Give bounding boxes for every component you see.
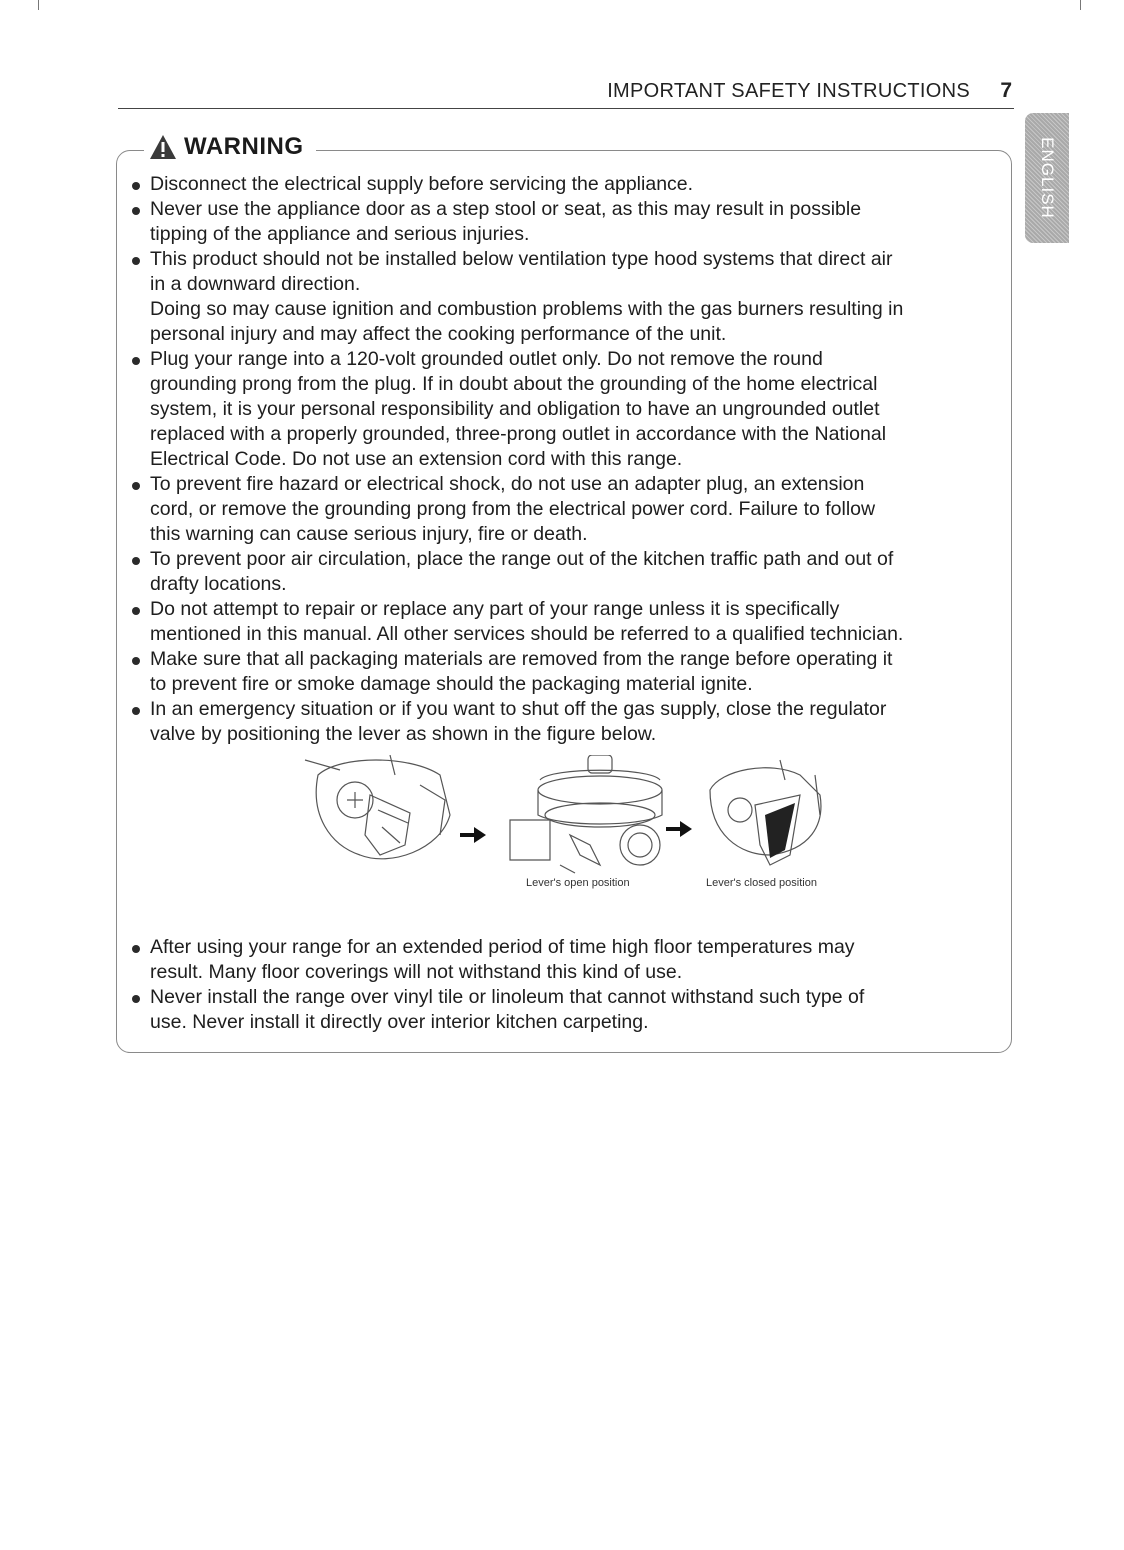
- language-tab-label: ENGLISH: [1038, 137, 1057, 219]
- warning-item-line: In an emergency situation or if you want to shut off the gas supply, close the regulator: [150, 698, 887, 720]
- warning-item: [130, 197, 1005, 247]
- lever-closeup-right: [710, 760, 821, 865]
- warning-item-line: to prevent fire or smoke damage should the packaging material ignite.: [150, 673, 753, 695]
- warning-title: WARNING: [184, 133, 304, 160]
- bullet-icon: [132, 707, 140, 715]
- bullet-icon: [132, 995, 140, 1003]
- running-header: [118, 78, 1014, 109]
- warning-item: [130, 597, 1005, 647]
- warning-triangle-icon: [148, 133, 178, 161]
- page-number: 7: [1000, 79, 1012, 102]
- warning-item: [130, 472, 1005, 547]
- warning-item-line: use. Never install it directly over interior kitchen carpeting.: [150, 1011, 649, 1033]
- crop-mark-right: [1080, 0, 1081, 10]
- warning-item-line: in a downward direction.: [150, 273, 361, 295]
- warning-item-line: grounding prong from the plug. If in doubt about the grounding of the home electrical: [150, 373, 878, 395]
- warning-item: [130, 172, 1005, 197]
- warning-item: [130, 647, 1005, 697]
- arrow-right-icon-2: [666, 821, 692, 837]
- warning-item-line: After using your range for an extended period of time high floor temperatures may: [150, 936, 855, 958]
- warning-item: [130, 985, 1005, 1035]
- warning-item-line: Doing so may cause ignition and combustion problems with the gas burners resulting in: [150, 298, 904, 320]
- warning-item-line: personal injury and may affect the cooking performance of the unit.: [150, 323, 727, 345]
- warning-item-line: Disconnect the electrical supply before servicing the appliance.: [150, 173, 694, 195]
- warning-heading: [144, 133, 316, 161]
- bullet-icon: [132, 357, 140, 365]
- warning-item-line: tipping of the appliance and serious injuries.: [150, 223, 530, 245]
- warning-list: [130, 172, 1005, 747]
- bullet-icon: [132, 257, 140, 265]
- warning-item-line: Electrical Code. Do not use an extension cord with this range.: [150, 448, 683, 470]
- bullet-icon: [132, 607, 140, 615]
- warning-item-line: To prevent fire hazard or electrical shock, do not use an adapter plug, an extension: [150, 473, 865, 495]
- caption-open-position: Lever's open position: [526, 877, 630, 889]
- arrow-right-icon: [460, 827, 486, 843]
- bullet-icon: [132, 182, 140, 190]
- regulator-figure: [300, 755, 860, 905]
- warning-list-continued: [130, 935, 1005, 1035]
- warning-item-line: Never install the range over vinyl tile or linoleum that cannot withstand such type of: [150, 986, 865, 1008]
- warning-item: [130, 547, 1005, 597]
- warning-item-line: replaced with a properly grounded, three-prong outlet in accordance with the National: [150, 423, 887, 445]
- warning-item-line: Plug your range into a 120-volt grounded outlet only. Do not remove the round: [150, 348, 823, 370]
- warning-item-line: cord, or remove the grounding prong from the electrical power cord. Failure to follow: [150, 498, 876, 520]
- warning-item-line: Make sure that all packaging materials are removed from the range before operating it: [150, 648, 893, 670]
- warning-item-line: mentioned in this manual. All other services should be referred to a qualified technician.: [150, 623, 904, 645]
- bullet-icon: [132, 557, 140, 565]
- warning-item-line: This product should not be installed below ventilation type hood systems that direct air: [150, 248, 893, 270]
- warning-item-line: system, it is your personal responsibility and obligation to have an ungrounded outlet: [150, 398, 880, 420]
- language-tab: [1025, 113, 1069, 243]
- warning-item: [130, 935, 1005, 985]
- warning-item-line: drafty locations.: [150, 573, 287, 595]
- warning-item-line: Do not attempt to repair or replace any part of your range unless it is specifically: [150, 598, 840, 620]
- warning-item: [130, 347, 1005, 472]
- lever-closeup-left: [305, 755, 450, 859]
- warning-item-line: this warning can cause serious injury, fire or death.: [150, 523, 588, 545]
- warning-item: [130, 247, 1005, 347]
- warning-item-line: result. Many floor coverings will not withstand this kind of use.: [150, 961, 683, 983]
- crop-mark-left: [38, 0, 39, 10]
- warning-item-line: Never use the appliance door as a step stool or seat, as this may result in possible: [150, 198, 862, 220]
- warning-item-line: To prevent poor air circulation, place the range out of the kitchen traffic path and out of: [150, 548, 894, 570]
- warning-item: [130, 697, 1005, 747]
- regulator-body: [510, 755, 662, 873]
- bullet-icon: [132, 657, 140, 665]
- bullet-icon: [132, 482, 140, 490]
- bullet-icon: [132, 207, 140, 215]
- bullet-icon: [132, 945, 140, 953]
- caption-closed-position: Lever's closed position: [706, 877, 817, 889]
- header-title: IMPORTANT SAFETY INSTRUCTIONS: [607, 80, 970, 102]
- regulator-illustration: [300, 755, 860, 875]
- warning-item-line: valve by positioning the lever as shown in the figure below.: [150, 723, 657, 745]
